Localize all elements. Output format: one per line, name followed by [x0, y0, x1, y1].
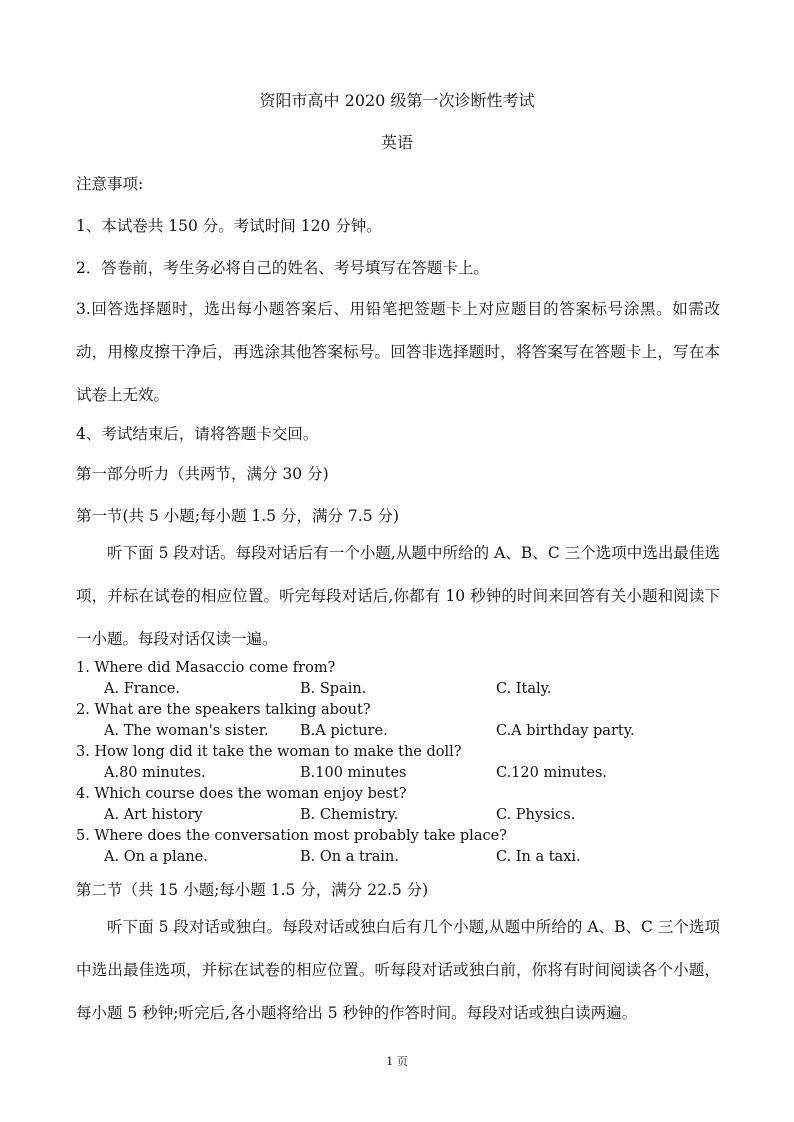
- section1-instructions: 听下面 5 段对话。每段对话后有一个小题,从题中所给的 A、B、C 三个选项中选出最佳选项，并标在试卷的相应位置。听完每段对话后,你都有 10 秒钟的时间来回答有关小题和阅读下一小题。每段对话仅读一遍。: [76, 544, 720, 648]
- question-3-stem: 3. How long did it take the woman to make the doll?: [76, 744, 462, 760]
- notice-item-2: 2．答卷前，考生务必将自己的姓名、考号填写在答题卡上。: [76, 259, 489, 277]
- question-5-option-b: B. On a train.: [300, 849, 399, 865]
- question-3-option-b: B.100 minutes: [300, 765, 407, 781]
- question-4-option-a: A. Art history: [104, 807, 203, 823]
- question-2-stem: 2. What are the speakers talking about?: [76, 702, 371, 718]
- exam-title: 资阳市高中 2020 级第一次诊断性考试: [259, 91, 535, 110]
- question-1-option-c: C. Italy.: [496, 681, 552, 697]
- section2-instructions: 听下面 5 段对话或独白。每段对话或独白后有几个小题,从题中所给的 A、B、C 三个选项中选出最佳选项，并标在试卷的相应位置。听每段对话或独白前，你将有时间阅读各个小题，每小题 5 秒钟;听完后,各小题将给出 5 秒钟的作答时间。每段对话或独白读两遍。: [76, 918, 720, 1022]
- part1-heading: 第一部分听力（共两节，满分 30 分): [76, 465, 329, 483]
- question-4-stem: 4. Which course does the woman enjoy best?: [76, 786, 407, 802]
- question-3-option-c: C.120 minutes.: [496, 765, 607, 781]
- exam-subject: 英语: [380, 133, 413, 152]
- question-1-stem: 1. Where did Masaccio come from?: [76, 660, 336, 676]
- question-5-stem: 5. Where does the conversation most probably take place?: [76, 828, 507, 844]
- notice-item-4: 4、考试结束后，请将答题卡交回。: [76, 425, 319, 443]
- question-5-option-a: A. On a plane.: [104, 849, 208, 865]
- question-1-option-b: B. Spain.: [300, 681, 367, 697]
- question-4-option-c: C. Physics.: [496, 807, 576, 823]
- question-2-option-c: C.A birthday party.: [496, 723, 635, 739]
- section2-heading: 第二节（共 15 小题;每小题 1.5 分，满分 22.5 分): [76, 881, 429, 899]
- section1-heading: 第一节(共 5 小题;每小题 1.5 分，满分 7.5 分): [76, 507, 400, 525]
- question-3-option-a: A.80 minutes.: [104, 765, 206, 781]
- question-4-option-b: B. Chemistry.: [300, 807, 399, 823]
- notice-item-1: 1、本试卷共 150 分。考试时间 120 分钟。: [76, 217, 382, 235]
- page-number: 1 页: [386, 1055, 408, 1068]
- question-5-option-c: C. In a taxi.: [496, 849, 581, 865]
- question-2-option-b: B.A picture.: [300, 723, 388, 739]
- question-1-option-a: A. France.: [104, 681, 180, 697]
- notice-heading: 注意事项:: [76, 175, 144, 193]
- notice-item-3: 3.回答选择题时，选出每小题答案后、用铅笔把签题卡上对应题目的答案标号涂黑。如需改动，用橡皮擦干净后，再选涂其他答案标号。回答非选择题时，将答案写在答题卡上，写在本试卷上无效。: [76, 300, 720, 404]
- question-2-option-a: A. The woman's sister.: [104, 723, 269, 739]
